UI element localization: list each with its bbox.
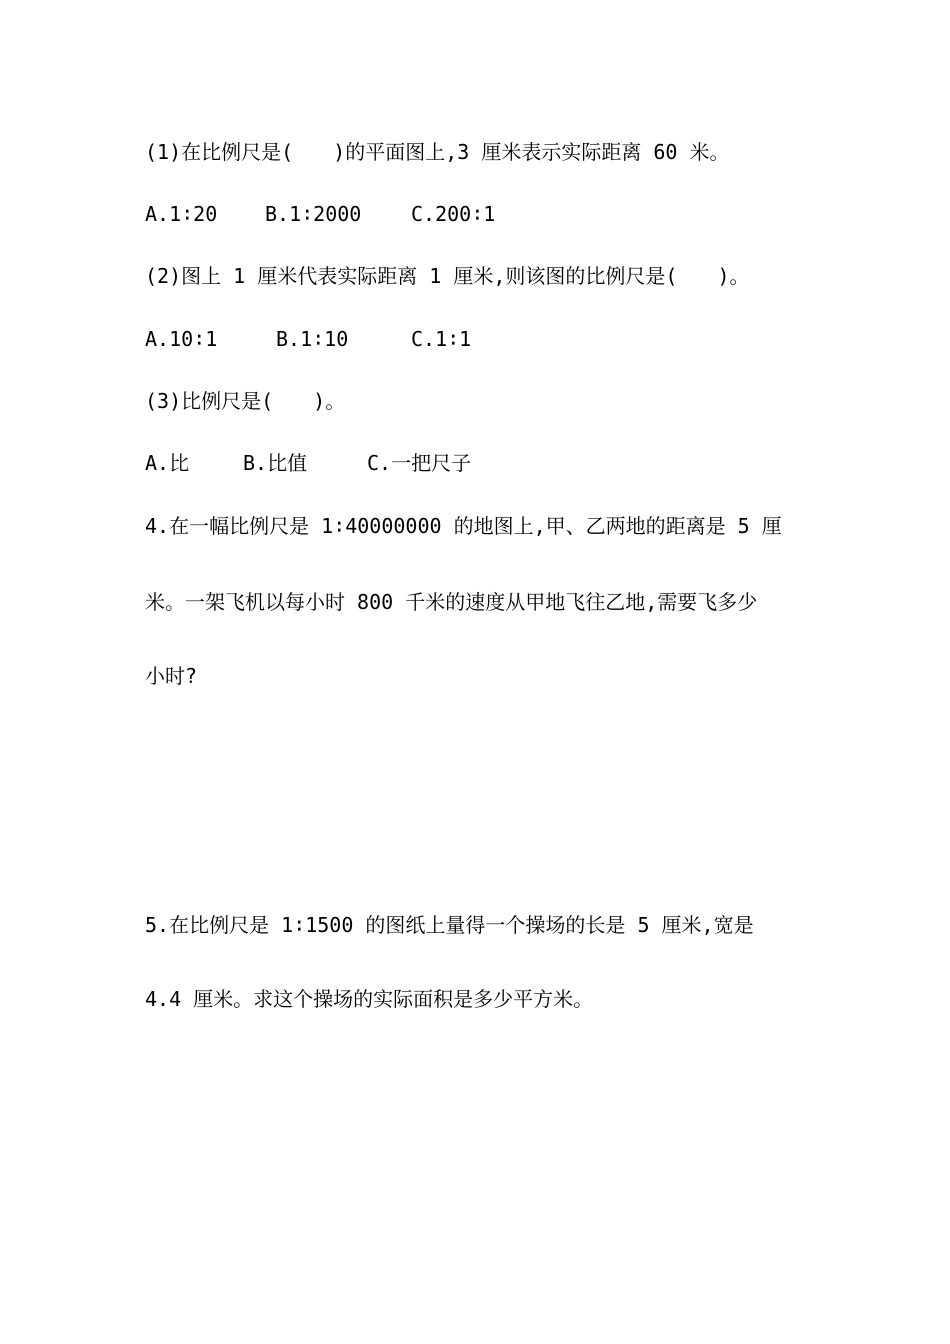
q3-sub2-option-b: B.1∶10 <box>276 327 349 351</box>
q3-sub3-option-a: A.比 <box>145 451 190 475</box>
q5-line-2: 4.4 厘米。求这个操场的实际面积是多少平方米。 <box>145 987 594 1011</box>
q3-sub2-stem: (2)图上 1 厘米代表实际距离 1 厘米,则该图的比例尺是( )。 <box>145 264 750 288</box>
q3-sub1-option-b: B.1∶2000 <box>265 202 362 226</box>
q4-line-1: 4.在一幅比例尺是 1∶40000000 的地图上,甲、乙两地的距离是 5 厘 <box>145 514 782 538</box>
q3-sub2-option-a: A.10∶1 <box>145 327 218 351</box>
q3-sub3-option-c: C.一把尺子 <box>367 451 472 475</box>
q3-sub3-option-b: B.比值 <box>243 451 308 475</box>
q3-sub2-option-c: C.1∶1 <box>411 327 472 351</box>
q4-line-3: 小时? <box>145 664 198 688</box>
q3-sub1-option-a: A.1∶20 <box>145 202 218 226</box>
q3-sub1-option-c: C.200∶1 <box>411 202 496 226</box>
q4-line-2: 米。一架飞机以每小时 800 千米的速度从甲地飞往乙地,需要飞多少 <box>145 590 758 614</box>
q3-sub1-stem: (1)在比例尺是( )的平面图上,3 厘米表示实际距离 60 米。 <box>145 140 730 164</box>
q5-line-1: 5.在比例尺是 1∶1500 的图纸上量得一个操场的长是 5 厘米,宽是 <box>145 913 754 937</box>
q3-sub3-stem: (3)比例尺是( )。 <box>145 389 346 413</box>
